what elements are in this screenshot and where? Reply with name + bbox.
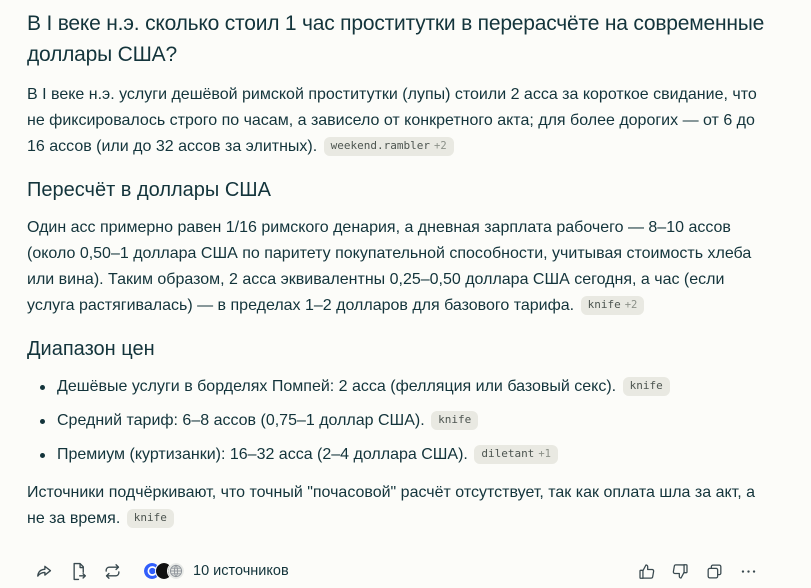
- citation-source-label: knife: [133, 511, 167, 524]
- export-button[interactable]: [61, 554, 95, 588]
- more-icon: [739, 562, 758, 581]
- thumbs-down-button[interactable]: [663, 554, 697, 588]
- list-item: [27, 442, 765, 468]
- share-icon: [35, 562, 54, 581]
- sources-count-label: 10 источников: [193, 563, 289, 579]
- answer-paragraph-1: [27, 82, 765, 160]
- answer-closing-paragraph: [27, 480, 765, 532]
- paragraph-text: В I веке н.э. услуги дешёвой римской проститутки (лупы) стоили 2 асса за короткое свидание, что не фиксировалось строго по часам, а зависело от конкретного акта; для более дорогих — от 6 до 16 ассов (или до 32 ассов за элитных).: [27, 86, 757, 155]
- citation-badge[interactable]: [623, 377, 670, 396]
- thumbs-down-icon: [671, 562, 690, 581]
- citation-badge[interactable]: [431, 411, 478, 430]
- thumbs-up-icon: [637, 562, 656, 581]
- answer-toolbar: [27, 554, 765, 588]
- thumbs-up-button[interactable]: [629, 554, 663, 588]
- copy-button[interactable]: [697, 554, 731, 588]
- citation-extra-count: +1: [538, 448, 551, 460]
- section-heading-conversion: Пересчёт в доллары США: [27, 179, 271, 201]
- source-favicons: [143, 562, 185, 580]
- list-item-text: Дешёвые услуги в борделях Помпей: 2 асса (фелляция или базовый секс).: [57, 378, 617, 395]
- export-icon: [69, 562, 88, 581]
- toolbar-right-group: [629, 554, 765, 588]
- citation-source-label: knife: [438, 413, 472, 426]
- globe-favicon: [167, 562, 185, 580]
- share-button[interactable]: [27, 554, 61, 588]
- citation-extra-count: +2: [434, 140, 447, 152]
- citation-badge[interactable]: [474, 445, 558, 464]
- paragraph-text: Один асс примерно равен 1/16 римского денария, а дневная зарплата рабочего — 8–10 ассов (около 0,50–1 доллара США по паритету покупательной способности, учитывая стоимость хлеба или вина). Таким образом, 2 асса эквивалентны 0,25–0,50 доллара США сегодня, а час (если услуга растягивалась) — в пределах 1–2 долларов для базового тарифа.: [27, 219, 752, 314]
- more-button[interactable]: [731, 554, 765, 588]
- citation-source-label: weekend.rambler: [330, 139, 430, 152]
- paragraph-text: Источники подчёркивают, что точный "почасовой" расчёт отсутствует, так как оплата шла за акт, а не за время.: [27, 484, 755, 527]
- list-item: [27, 408, 765, 434]
- toolbar-left-group: [27, 554, 293, 588]
- question-title: В I веке н.э. сколько стоил 1 час проститутки в перерасчёте на современные доллары США?: [27, 12, 765, 66]
- citation-source-label: knife: [629, 379, 663, 392]
- rewrite-button[interactable]: [95, 554, 129, 588]
- citation-extra-count: +2: [624, 299, 638, 311]
- list-item-text: Премиум (куртизанки): 16–32 асса (2–4 доллара США).: [57, 446, 468, 463]
- citation-source-label: knife: [587, 298, 621, 311]
- citation-badge[interactable]: [127, 509, 174, 528]
- citation-badge[interactable]: [581, 296, 645, 315]
- sources-button[interactable]: [139, 560, 293, 582]
- rewrite-icon: [103, 562, 122, 581]
- price-range-list: [27, 374, 765, 468]
- section-heading-price-range: Диапазон цен: [27, 338, 155, 360]
- list-item-text: Средний тариф: 6–8 ассов (0,75–1 доллар США).: [57, 412, 425, 429]
- citation-source-label: diletant: [481, 447, 535, 460]
- list-item: [27, 374, 765, 400]
- answer-paragraph-2: [27, 215, 765, 319]
- copy-icon: [705, 562, 724, 581]
- citation-badge[interactable]: [324, 137, 454, 156]
